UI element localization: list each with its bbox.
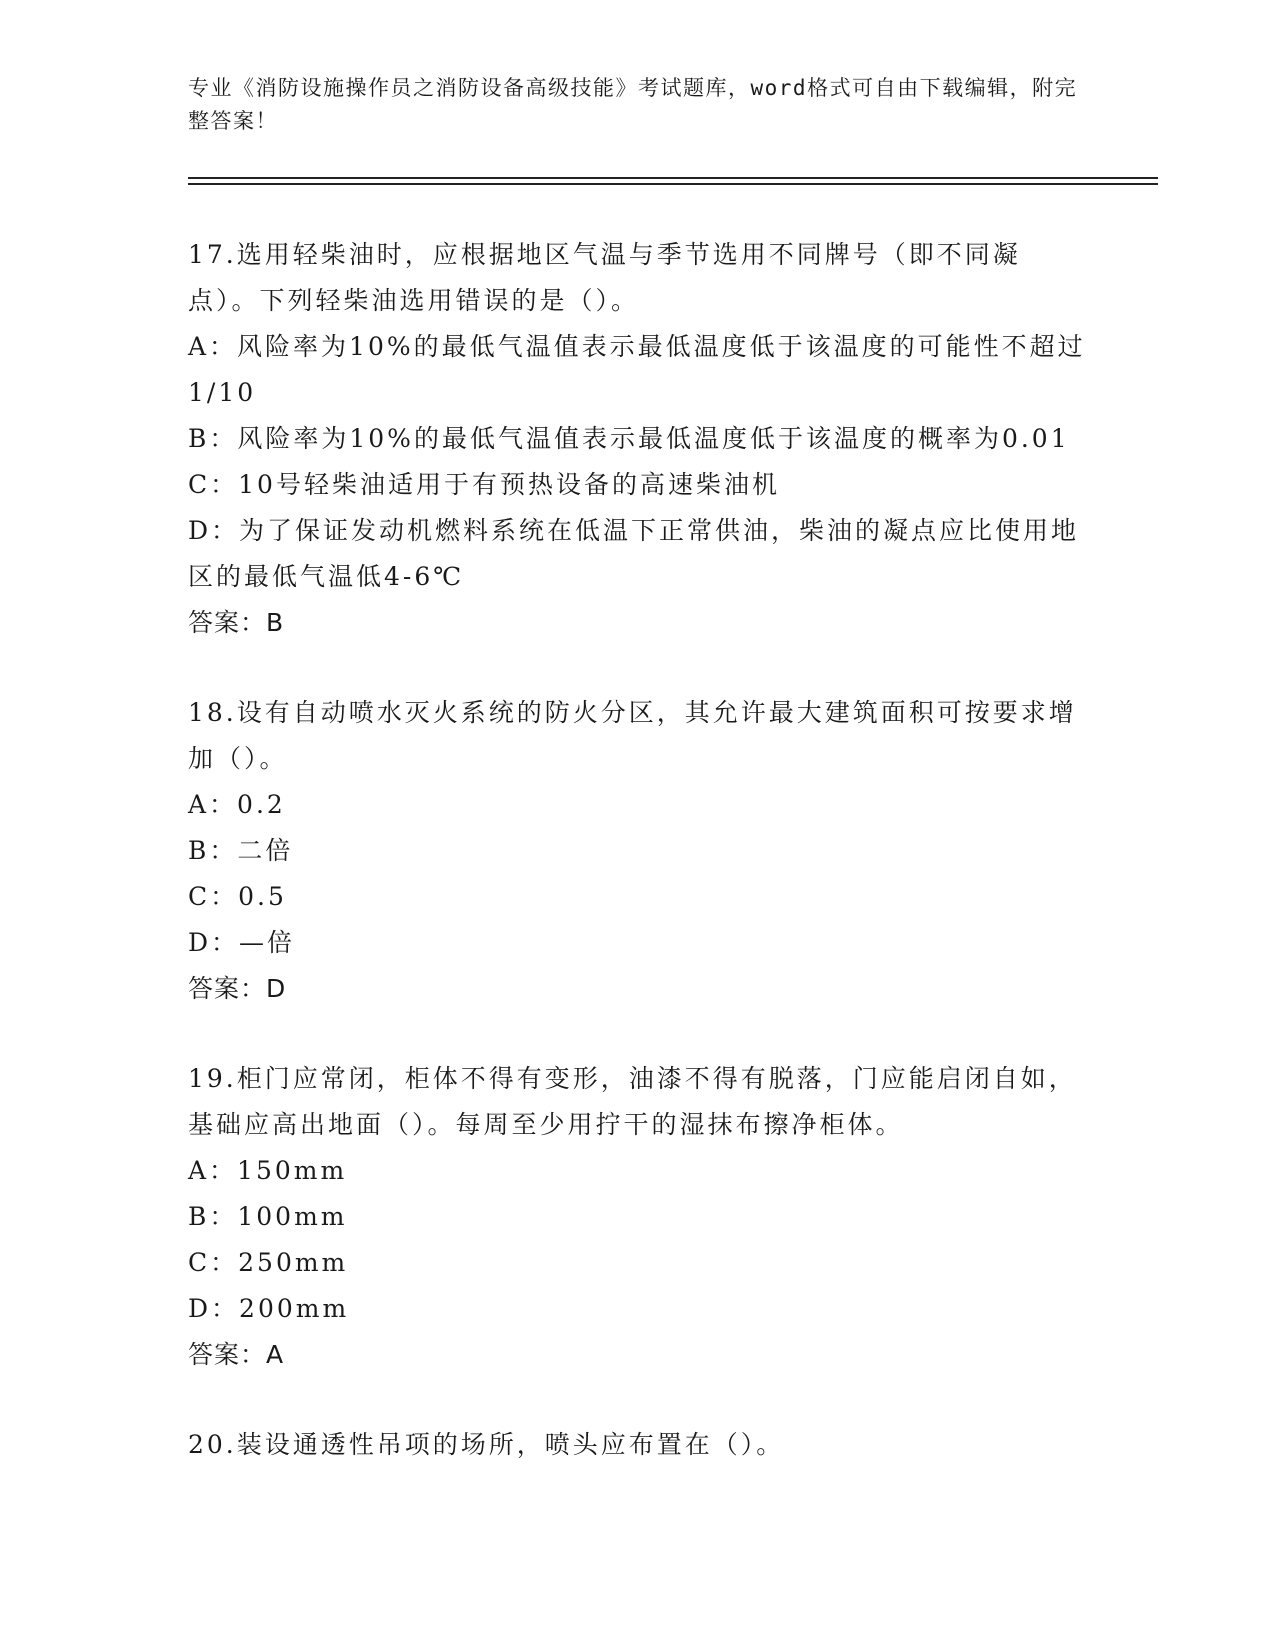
option-a: A：风险率为10%的最低气温值表示最低温度低于该温度的可能性不超过1/10 <box>188 332 1086 407</box>
option-b: B：100mm <box>188 1202 348 1231</box>
header-divider-top <box>188 177 1158 179</box>
question-list <box>188 232 1088 1512</box>
answer: 答案：B <box>188 608 285 637</box>
option-d: D：—倍 <box>188 928 296 957</box>
option-d: D：为了保证发动机燃料系统在低温下正常供油，柴油的凝点应比使用地区的最低气温低4-6℃ <box>188 516 1080 591</box>
option-d: D：200mm <box>188 1294 350 1323</box>
option-a: A：0.2 <box>188 790 286 819</box>
document-header: 专业《消防设施操作员之消防设备高级技能》考试题库，word格式可自由下载编辑，附完整答案！ <box>188 76 1078 133</box>
option-c: C：0.5 <box>188 882 287 911</box>
question-19 <box>188 1056 1088 1378</box>
question-17 <box>188 232 1088 646</box>
question-20 <box>188 1422 1088 1468</box>
option-b: B：风险率为10%的最低气温值表示最低温度低于该温度的概率为0.01 <box>188 424 1070 453</box>
answer: 答案：A <box>188 1340 285 1369</box>
option-c: C：10号轻柴油适用于有预热设备的高速柴油机 <box>188 470 780 499</box>
option-c: C：250mm <box>188 1248 349 1277</box>
question-18 <box>188 690 1088 1012</box>
header-divider-bottom <box>188 183 1158 185</box>
question-stem: 18.设有自动喷水灭火系统的防火分区，其允许最大建筑面积可按要求增加（）。 <box>188 698 1077 773</box>
option-a: A：150mm <box>188 1156 348 1185</box>
question-stem: 20.装设通透性吊项的场所，喷头应布置在（）。 <box>188 1430 785 1459</box>
question-stem: 17.选用轻柴油时，应根据地区气温与季节选用不同牌号（即不同凝点）。下列轻柴油选用错误的是（）。 <box>188 240 1021 315</box>
option-b: B：二倍 <box>188 836 294 865</box>
question-stem: 19.柜门应常闭，柜体不得有变形，油漆不得有脱落，门应能启闭自如，基础应高出地面（）。每周至少用拧干的湿抹布擦净柜体。 <box>188 1064 1077 1139</box>
answer: 答案：D <box>188 974 287 1003</box>
